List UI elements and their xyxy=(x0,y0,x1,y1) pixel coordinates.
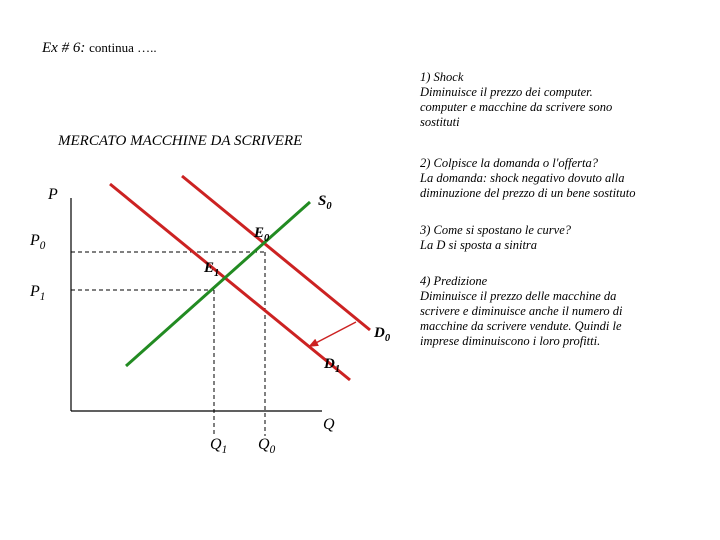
note-which-curve: 2) Colpisce la domanda o l'offerta? La domanda: shock negativo dovuto alla diminuzione del prezzo di un bene sostituto xyxy=(420,156,636,200)
demand-shift-arrow xyxy=(310,322,356,346)
price-label-p1: $P_1$ xyxy=(30,283,46,304)
quantity-label-q1: $Q_1$ xyxy=(210,436,228,457)
demand-label-d0: $D_0$ xyxy=(374,325,391,344)
market-title: MERCATO MACCHINE DA SCRIVERE xyxy=(58,133,303,149)
note-shock: 1) Shock Diminuisce il prezzo dei computer. computer e macchine da scrivere sono sostituti xyxy=(420,70,613,129)
price-label-p0: $P_0$ xyxy=(30,232,46,253)
equilibrium-label-e1: $E_1$ xyxy=(204,260,220,279)
demand-curve-d0 xyxy=(182,176,370,330)
note-prediction: 4) Predizione Diminuisce il prezzo delle macchine da scrivere e diminuisce anche il numero di macchine da scrivere vendute. Quindi le imprese diminuiscono i loro profitti. xyxy=(420,274,623,348)
quantity-label-q0: $Q_0$ xyxy=(258,436,276,457)
header-suffix: continua ….. xyxy=(89,40,157,55)
axis-label-q: Q xyxy=(323,416,335,433)
note-curve-shift: 3) Come si spostano le curve? La D si sposta a sinitra xyxy=(420,223,572,252)
header-prefix: Ex # 6: xyxy=(42,40,86,56)
supply-label-s0: $S_0$ xyxy=(318,193,332,212)
demand-label-d1: $D_1$ xyxy=(324,356,341,375)
supply-curve-s0 xyxy=(126,202,310,366)
equilibrium-label-e0: $E_0$ xyxy=(254,225,270,244)
axis-label-p: P xyxy=(48,186,58,203)
